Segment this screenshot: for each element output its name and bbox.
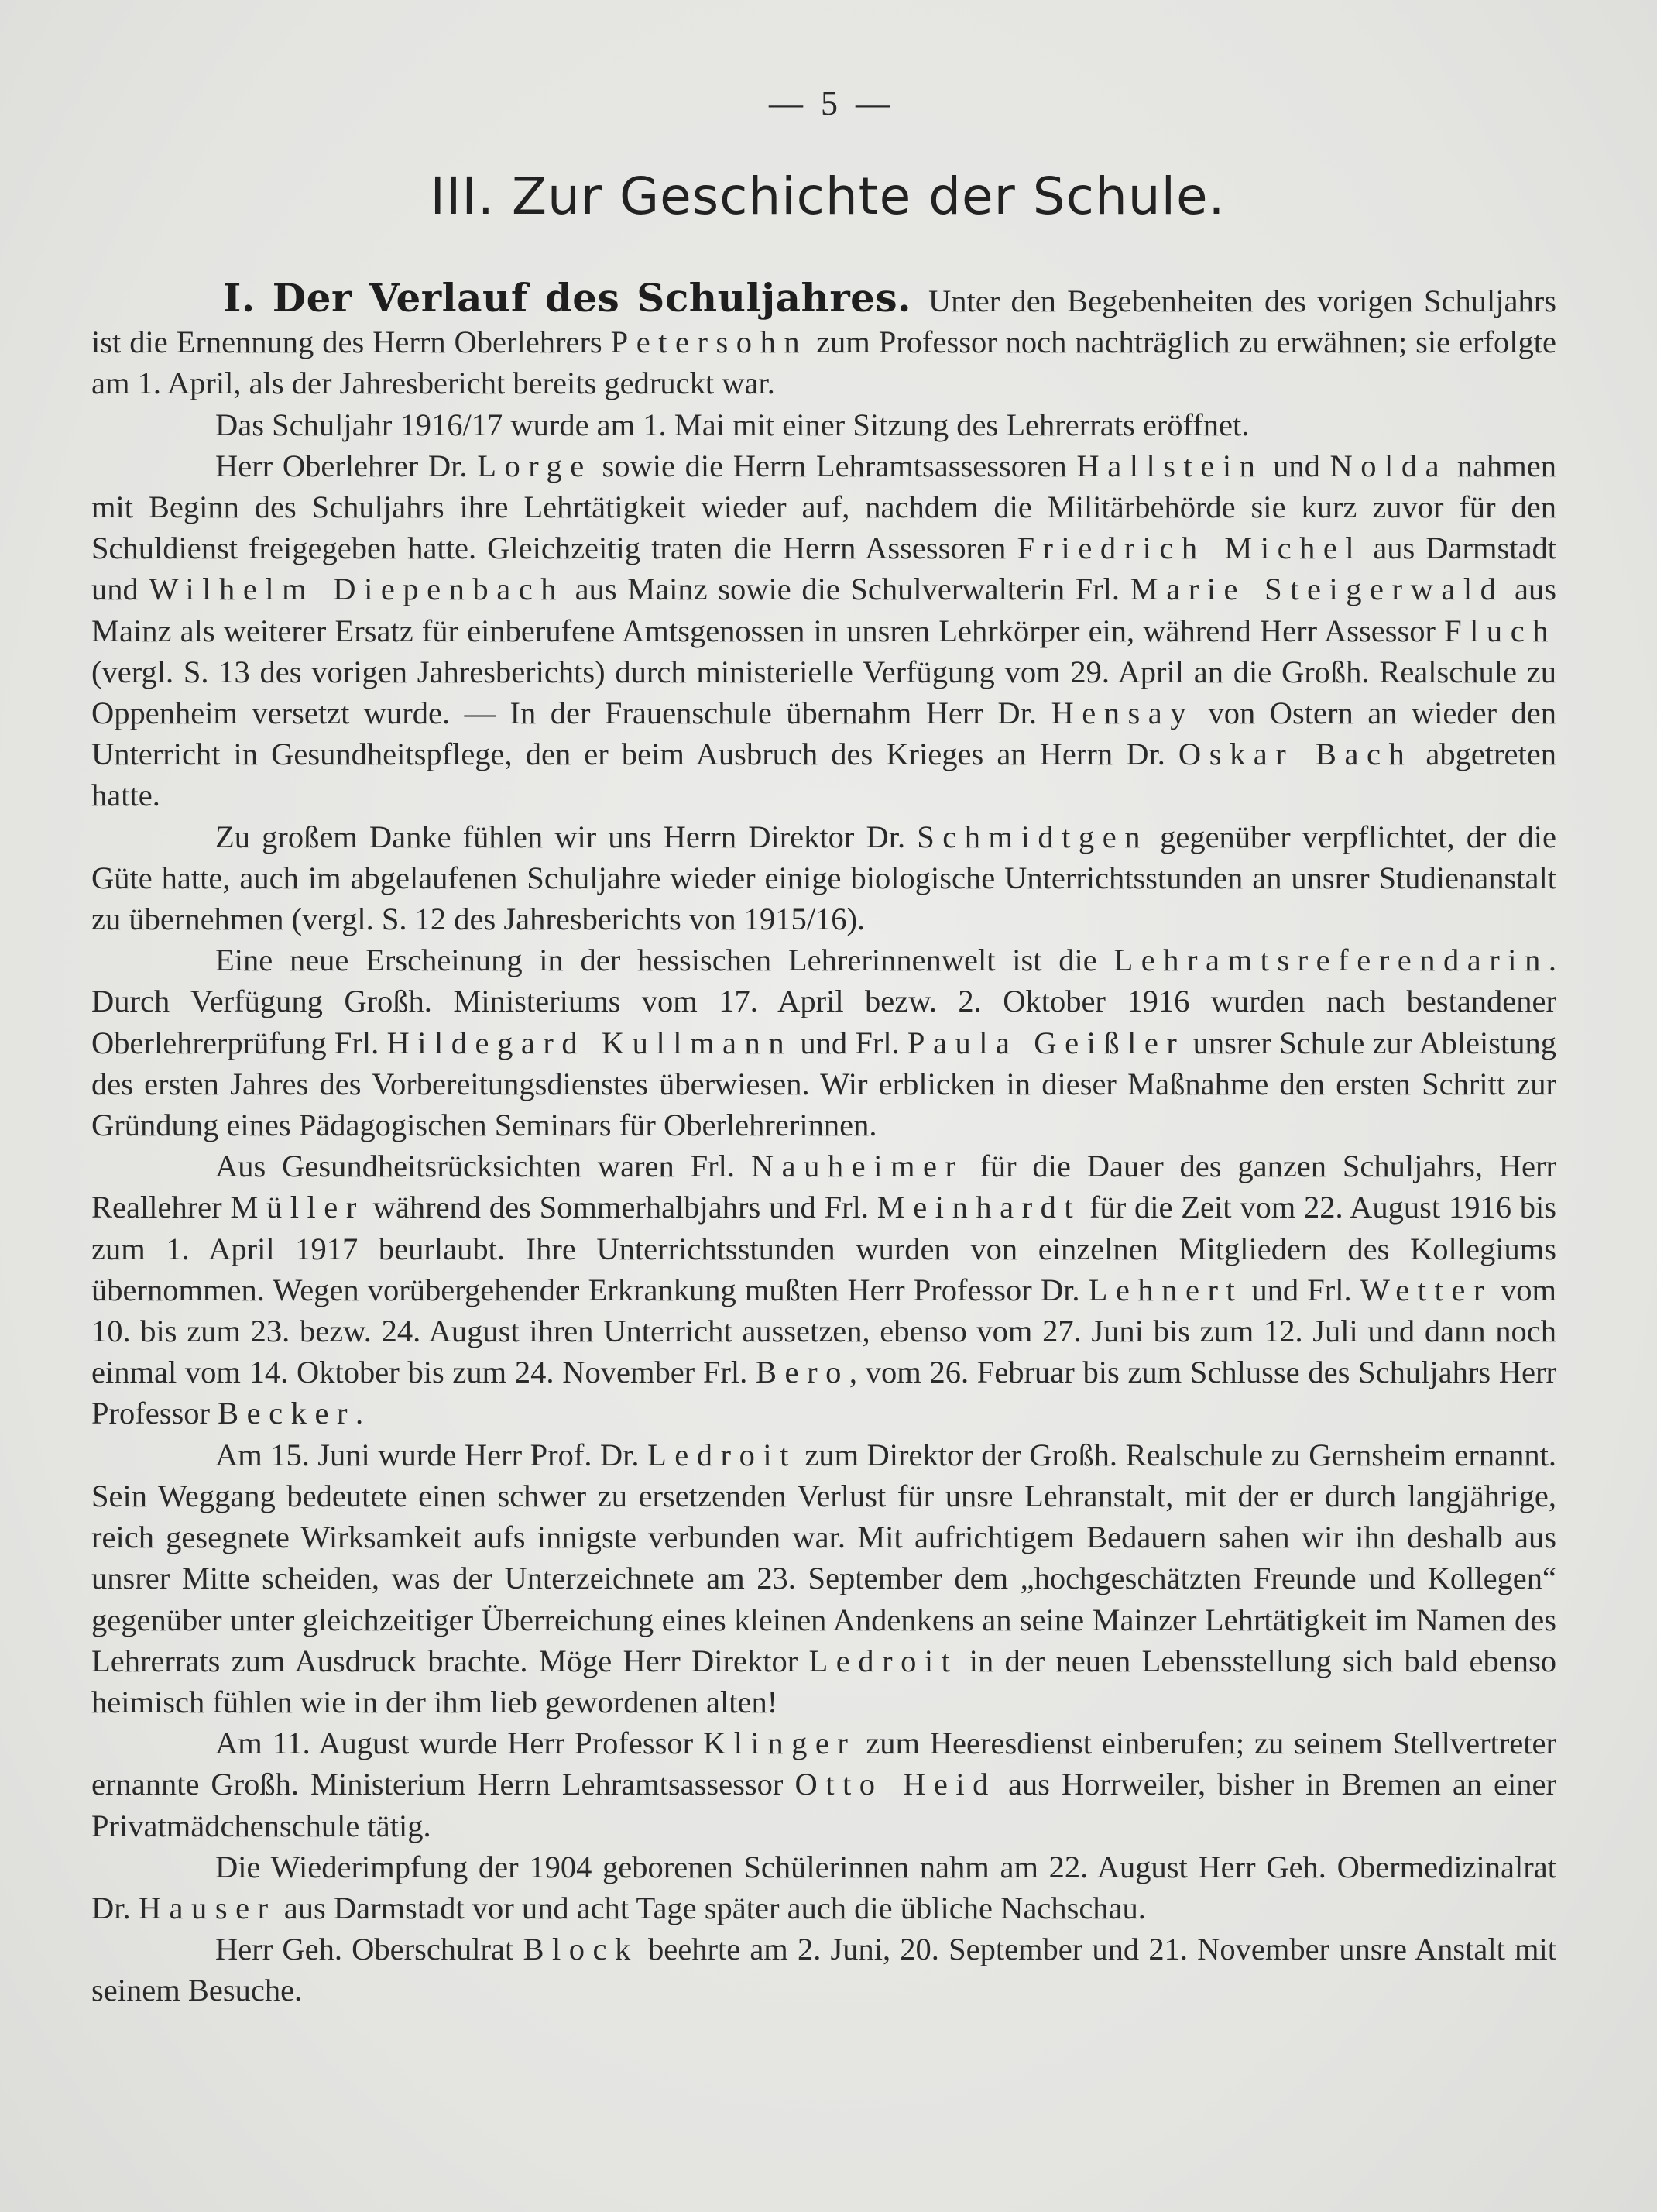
paragraph <box>91 445 1556 816</box>
text-run: zum Direktor der Großh. Realschule zu Gernsheim ernannt. Sein Weggang bedeutete einen schwer zu ersetzenden Verlust für unsre Lehranstalt, mit der er durch langjährige, reich gesegnete Wirksamkeit aufs innigste verbunden war. Mit aufrichtigem Bedauern sahen wir ihn deshalb aus unsrer Mitte scheiden, was der Unterzeichnete am 23. September dem „hochgeschätzten Freunde und Kollegen“ gegenüber unter gleichzeitiger Überreichung eines kleinen Andenkens an seine Mainzer Lehrtätigkeit im Namen des Lehrerrats zum Ausdruck brachte. Möge Herr Direktor <box>91 1437 1556 1678</box>
spaced-name: Meinhardt <box>877 1190 1082 1225</box>
text-run: beehrte am 2. Juni, 20. September und 21. November unsre Anstalt mit seinem Besuche. <box>91 1932 1556 2008</box>
spaced-name: Lorge <box>477 448 592 483</box>
text-run: Herr Geh. Oberschulrat <box>215 1932 523 1967</box>
text-run: aus Darmstadt und <box>91 531 1556 607</box>
text-run: und Frl. <box>792 1025 907 1060</box>
spaced-name: Fluch <box>1444 613 1556 648</box>
text-run: Aus Gesundheitsrücksichten waren Frl. <box>215 1149 751 1184</box>
spaced-name: Hensay <box>1051 696 1195 731</box>
spaced-name: Hallstein <box>1076 448 1264 483</box>
section-heading: I. Der Verlauf des Schuljahres. <box>223 275 912 321</box>
text-run: zum Heeresdienst einberufen; zu seinem Stellvertreter ernannte Großh. Ministerium Herrn Lehramtsassessor <box>91 1726 1556 1802</box>
paragraph <box>91 1146 1556 1434</box>
paragraph <box>91 1846 1556 1929</box>
paragraph <box>91 1929 1556 2011</box>
spaced-name: Wetter <box>1360 1272 1492 1307</box>
text-run: . Durch Verfügung Großh. Ministeriums vom 17. April bezw. 2. Oktober 1916 wurden nach bestandener Oberlehrerprüfung Frl. <box>91 943 1556 1060</box>
spaced-name: Bero <box>756 1355 849 1390</box>
text-run: nahmen mit Beginn des Schuljahrs ihre Lehrtätigkeit wieder auf, nachdem die Militärbehörde sie kurz zuvor für den Schuldienst freigegeben hatte. Gleichzeitig traten die Herrn Assessoren <box>91 448 1556 566</box>
text-run: für die Dauer des ganzen Schuljahrs, Herr Reallehrer <box>91 1149 1556 1225</box>
text-run: gegenüber verpflichtet, der die Güte hatte, auch im abgelaufenen Schuljahre wieder einige biologische Unterrichtsstunden an unsrer Studienanstalt zu übernehmen (vergl. S. 12 des Jahresberichts von 1915/16). <box>91 819 1557 937</box>
text-run: Zu großem Danke fühlen wir uns Herrn Direktor Dr. <box>215 819 918 854</box>
text-run: Die Wiederimpfung der 1904 geborenen Schülerinnen nahm am 22. August Herr Geh. Obermedizinalrat Dr. <box>91 1849 1556 1925</box>
text-run: abgetreten hatte. <box>91 737 1556 813</box>
paragraph <box>91 1723 1556 1846</box>
text-run: unsrer Schule zur Ableistung des ersten Jahres des Vorbereitungsdienstes überwiesen. Wir erblicken in dieser Maßnahme den ersten Schritt zur Gründung eines Pädagogischen Seminars für Oberlehrerinnen. <box>91 1025 1556 1143</box>
spaced-name: Block <box>523 1932 639 1967</box>
text-run: vom 10. bis zum 23. bezw. 24. August ihren Unterricht aussetzen, ebenso vom 27. Juni bis zum 12. Juli und dann noch einmal vom 14. Oktober bis zum 24. November Frl. <box>91 1272 1556 1390</box>
text-run: Herr Oberlehrer Dr. <box>215 448 478 483</box>
paragraph <box>91 1434 1556 1723</box>
paragraph <box>91 277 1556 404</box>
text-run: Das Schuljahr 1916/17 wurde am 1. Mai mit einer Sitzung des Lehrerrats eröffnet. <box>215 407 1250 442</box>
text-run: Unter den Begebenheiten des vorigen Schuljahrs ist die Ernennung des Herrn Oberlehrers <box>91 283 1557 360</box>
paragraph <box>91 404 1556 445</box>
spaced-name: Klinger <box>702 1726 856 1761</box>
text-run: , vom 26. Februar bis zum Schlusse des Schuljahrs Herr Professor <box>91 1355 1556 1431</box>
text-run: in der neuen Lebensstellung sich bald ebenso heimisch fühlen wie in der ihm lieb gewordenen alten! <box>91 1643 1556 1719</box>
text-run: und <box>1263 448 1330 483</box>
spaced-name: Petersohn <box>610 325 808 360</box>
text-run: Am 15. Juni wurde Herr Prof. Dr. <box>215 1437 647 1472</box>
paragraph <box>91 939 1556 1146</box>
section-body <box>91 277 1556 2011</box>
text-run: aus Darmstadt vor und acht Tage später auch die übliche Nachschau. <box>276 1890 1146 1925</box>
text-run: sowie die Herrn Lehramtsassessoren <box>592 448 1077 483</box>
spaced-name: Schmidtgen <box>917 819 1148 854</box>
spaced-name: Nauheimer <box>750 1149 964 1184</box>
text-run: von Ostern an wieder den Unterricht in Gesundheitspflege, den er beim Ausbruch des Krieges an Herrn Dr. <box>91 696 1556 772</box>
text-run: Am 11. August wurde Herr Professor <box>215 1726 703 1761</box>
spaced-name: Friedrich Michel <box>1017 531 1363 566</box>
spaced-name: Otto Heid <box>794 1767 997 1802</box>
spaced-name: Lehramtsreferendarin <box>1113 943 1549 978</box>
text-run: (vergl. S. 13 des vorigen Jahresberichts) durch ministerielle Verfügung vom 29. April an die Großh. Realschule zu Oppenheim versetzt wurde. — In der Frauenschule übernahm Herr Dr. <box>91 654 1556 731</box>
spaced-name: Hauser <box>138 1890 276 1925</box>
spaced-name: Müller <box>230 1190 365 1225</box>
text-run: aus Mainz als weiterer Ersatz für einberufene Amtsgenossen in unsren Lehrkörper ein, während Herr Assessor <box>91 572 1557 648</box>
text-run: zum Professor noch nachträglich zu erwähnen; sie erfolgte am 1. April, als der Jahresbericht bereits gedruckt war. <box>91 325 1556 401</box>
paragraph <box>91 816 1556 940</box>
spaced-name: Becker <box>218 1396 355 1431</box>
spaced-name: Ledroit <box>647 1437 797 1472</box>
spaced-name: Marie Steigerwald <box>1130 572 1504 607</box>
spaced-name: Wilhelm Diepenbach <box>149 572 564 607</box>
text-run: Eine neue Erscheinung in der hessischen Lehrerinnenwelt ist die <box>215 943 1114 978</box>
text-run: für die Zeit vom 22. August 1916 bis zum 1. April 1917 beurlaubt. Ihre Unterrichtsstunden wurden von einzelnen Mitgliedern des Kollegiums übernommen. Wegen vorübergehender Erkrankung mußten Herr Professor Dr. <box>91 1190 1556 1307</box>
text-run: und Frl. <box>1243 1272 1360 1307</box>
text-run: . <box>355 1396 364 1431</box>
text-run: aus Mainz sowie die Schulverwalterin Frl. <box>564 572 1130 607</box>
spaced-name: Hildegard Kullmann <box>386 1025 793 1060</box>
chapter-title: III. Zur Geschichte der Schule. <box>430 167 1226 226</box>
spaced-name: Oskar Bach <box>1178 737 1413 772</box>
page-number: — 5 — <box>769 84 894 122</box>
spaced-name: Ledroit <box>808 1643 959 1678</box>
spaced-name: Paula Geißler <box>907 1025 1185 1060</box>
spaced-name: Nolda <box>1329 448 1448 483</box>
spaced-name: Lehnert <box>1088 1272 1244 1307</box>
text-run: während des Sommerhalbjahrs und Frl. <box>364 1190 877 1225</box>
text-run: aus Horrweiler, bisher in Bremen an einer Privatmädchenschule tätig. <box>91 1767 1556 1843</box>
